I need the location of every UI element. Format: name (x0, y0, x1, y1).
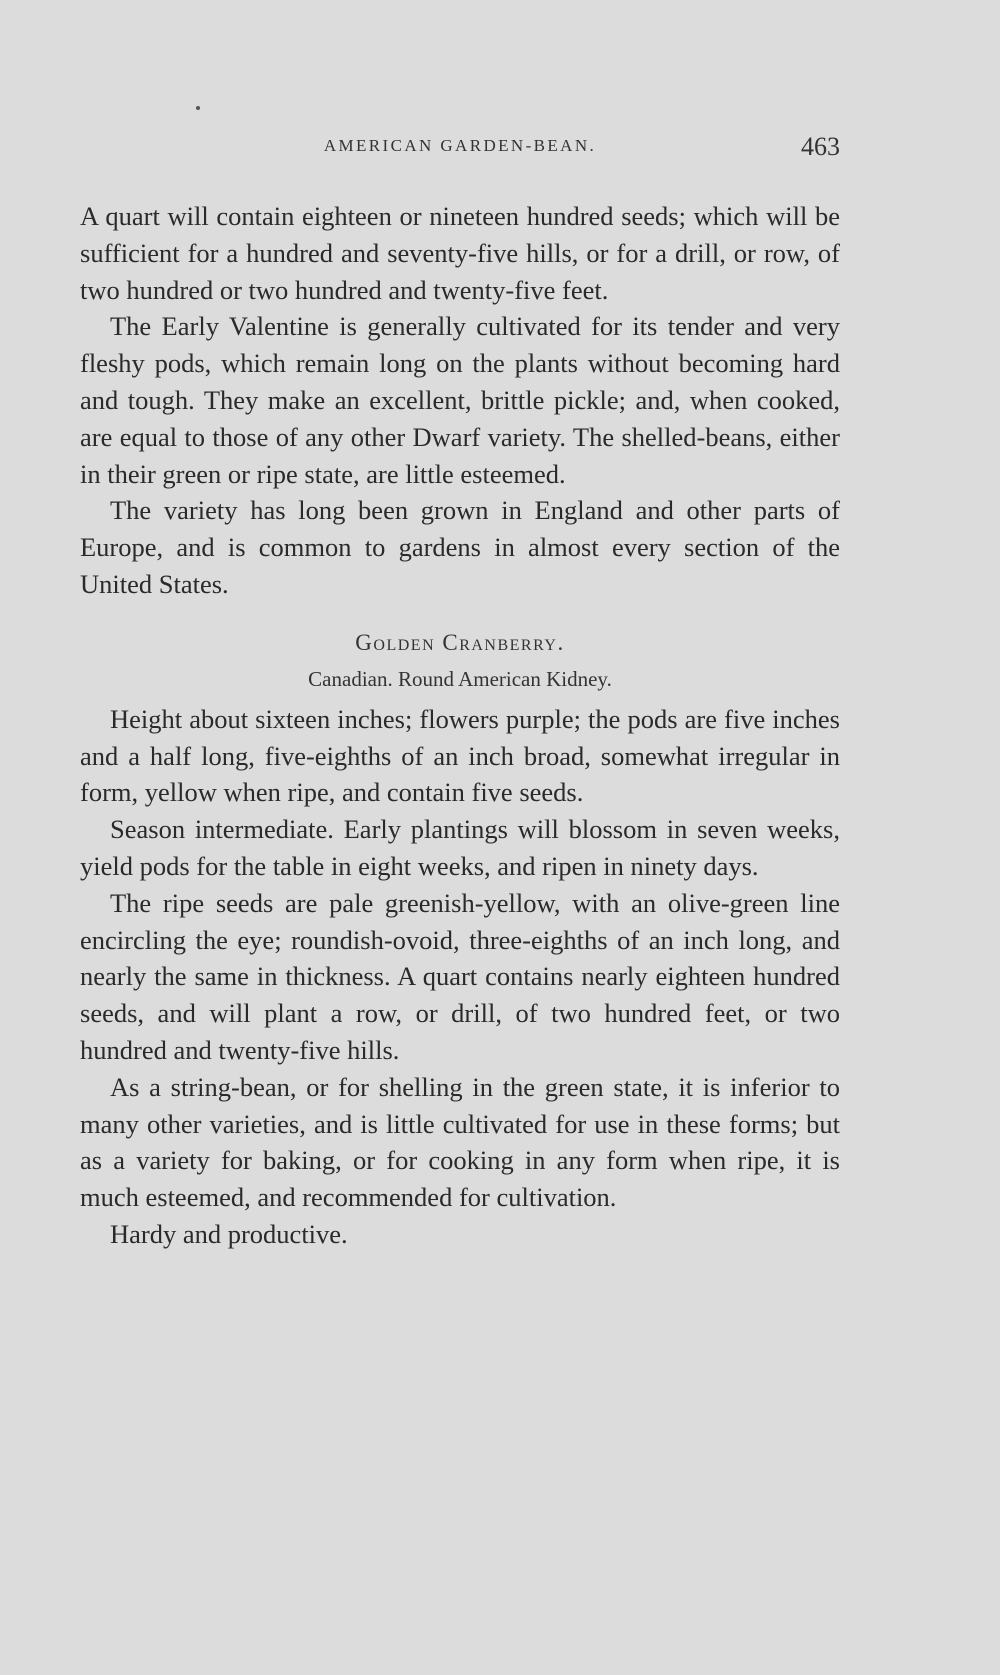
body-text (80, 198, 840, 1253)
ink-speck (196, 106, 200, 110)
paragraph-height: Height about sixteen inches; flowers purple; the pods are five inches and a half long, five-eighths of an inch broad, somewhat irregular in form, yellow when ripe, and contain five seeds. (80, 703, 840, 808)
section-heading: Golden Cranberry. (355, 629, 565, 655)
paragraph-seed-quantity: A quart will contain eighteen or nineteen hundred seeds; which will be sufficient for a hundred and seventy-five hills, or for a drill, or row, of two hundred or two hundred and twenty-five feet. (80, 201, 840, 305)
page-number: 463 (801, 132, 840, 161)
running-head (80, 132, 840, 172)
paragraph-ripe-seeds: The ripe seeds are pale greenish-yellow, with an olive-green line encircling the eye; roundish-ovoid, three-eighths of an inch long, and nearly the same in thickness. A quart contains nearly eighteen hundred seeds, and will plant a row, or drill, of two hundred feet, or two hundred and twenty-five hills. (80, 887, 840, 1065)
paragraph-season: Season intermediate. Early plantings will blossom in seven weeks, yield pods for the table in eight weeks, and ripen in ninety days. (80, 814, 840, 881)
paragraph-string-bean: As a string-bean, or for shelling in the green state, it is inferior to many other varieties, and is little cultivated for use in these forms; but as a variety for baking, or for cooking in any form when ripe, it is much esteemed, and recommended for cultivation. (80, 1071, 840, 1213)
paragraph-hardy: Hardy and productive. (110, 1218, 348, 1249)
paragraph-early-valentine: The Early Valentine is generally cultivated for its tender and very fleshy pods, which remain long on the plants without becoming hard and tough. They make an excellent, brittle pickle; and, when cooked, are equal to those of any other Dwarf variety. The shelled-beans, either in their green or ripe state, are little esteemed. (80, 311, 840, 489)
section-synonyms: Canadian. Round American Kidney. (308, 666, 612, 691)
paragraph-variety-origin: The variety has long been grown in England and other parts of Europe, and is common to gardens in almost every section of the United States. (80, 495, 840, 599)
running-title: AMERICAN GARDEN-BEAN. (323, 136, 597, 155)
